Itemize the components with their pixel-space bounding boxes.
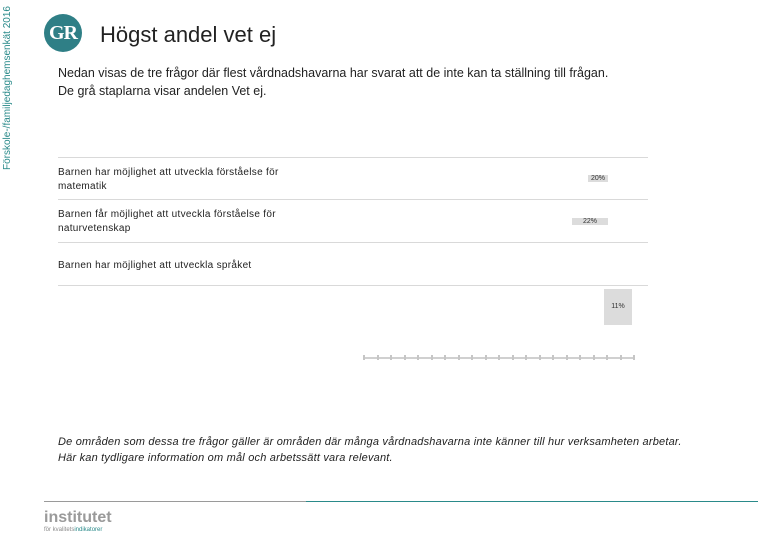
question-label-2 xyxy=(58,208,308,236)
row-divider-2 xyxy=(58,242,648,243)
row-divider-3 xyxy=(58,285,648,286)
axis-tick xyxy=(431,355,433,360)
axis-tick xyxy=(620,355,622,360)
axis-tick xyxy=(471,355,473,360)
axis-tick xyxy=(512,355,514,360)
row-divider-1 xyxy=(58,199,648,200)
axis-tick xyxy=(633,355,635,360)
intro-text xyxy=(58,64,718,100)
chart-x-axis xyxy=(363,357,635,359)
page-title: Högst andel vet ej xyxy=(100,22,277,47)
footer-note-line-2: Här kan tydligare information om mål och arbetssätt vara relevant. xyxy=(58,452,393,464)
axis-tick xyxy=(593,355,595,360)
footer-note-line-1: De områden som dessa tre frågor gäller är områden där många vårdnadshavarna inte känner till hur verksamheten arbetar. xyxy=(58,436,682,448)
chart-top-line xyxy=(58,157,648,158)
bar-1 xyxy=(588,175,608,182)
axis-tick xyxy=(539,355,541,360)
bar-2 xyxy=(572,218,608,225)
axis-tick xyxy=(377,355,379,360)
axis-tick xyxy=(579,355,581,360)
institutet-logo-tagline: för kvalitetsindikatorer xyxy=(44,527,103,533)
survey-side-label: Förskole-/familjedaghemsenkät 2016 xyxy=(2,6,13,170)
axis-tick xyxy=(363,355,365,360)
footer-divider-right xyxy=(306,501,758,502)
bar-3 xyxy=(604,289,632,325)
intro-line-2: De grå staplarna visar andelen Vet ej. xyxy=(58,84,267,98)
question-label-1 xyxy=(58,166,308,194)
question-1-line-1: Barnen har möjlighet att utveckla förståelse för xyxy=(58,167,279,178)
institutet-logo xyxy=(44,510,112,534)
footer-note xyxy=(58,434,758,466)
axis-tick xyxy=(458,355,460,360)
bar-1-value-label: 20% xyxy=(590,175,605,182)
question-2-line-2: naturvetenskap xyxy=(58,223,131,234)
axis-tick xyxy=(485,355,487,360)
gr-logo: GR xyxy=(44,14,82,52)
intro-line-1: Nedan visas de tre frågor där flest vårdnadshavarna har svarat att de inte kan ta ställning till frågan. xyxy=(58,66,609,80)
question-label-3 xyxy=(58,259,378,273)
question-1-line-2: matematik xyxy=(58,181,107,192)
axis-tick xyxy=(404,355,406,360)
bar-3-value-label: 11% xyxy=(611,303,625,310)
axis-tick xyxy=(417,355,419,360)
axis-tick xyxy=(498,355,500,360)
axis-tick xyxy=(444,355,446,360)
axis-tick xyxy=(566,355,568,360)
footer-divider-left xyxy=(44,501,306,502)
bar-2-value-label: 22% xyxy=(582,218,597,225)
question-3-line-1: Barnen har möjlighet att utveckla språket xyxy=(58,260,252,271)
axis-tick xyxy=(552,355,554,360)
axis-tick xyxy=(390,355,392,360)
question-2-line-1: Barnen får möjlighet att utveckla förståelse för xyxy=(58,209,276,220)
axis-tick xyxy=(606,355,608,360)
institutet-logo-name: institutet xyxy=(44,509,112,526)
axis-tick xyxy=(525,355,527,360)
